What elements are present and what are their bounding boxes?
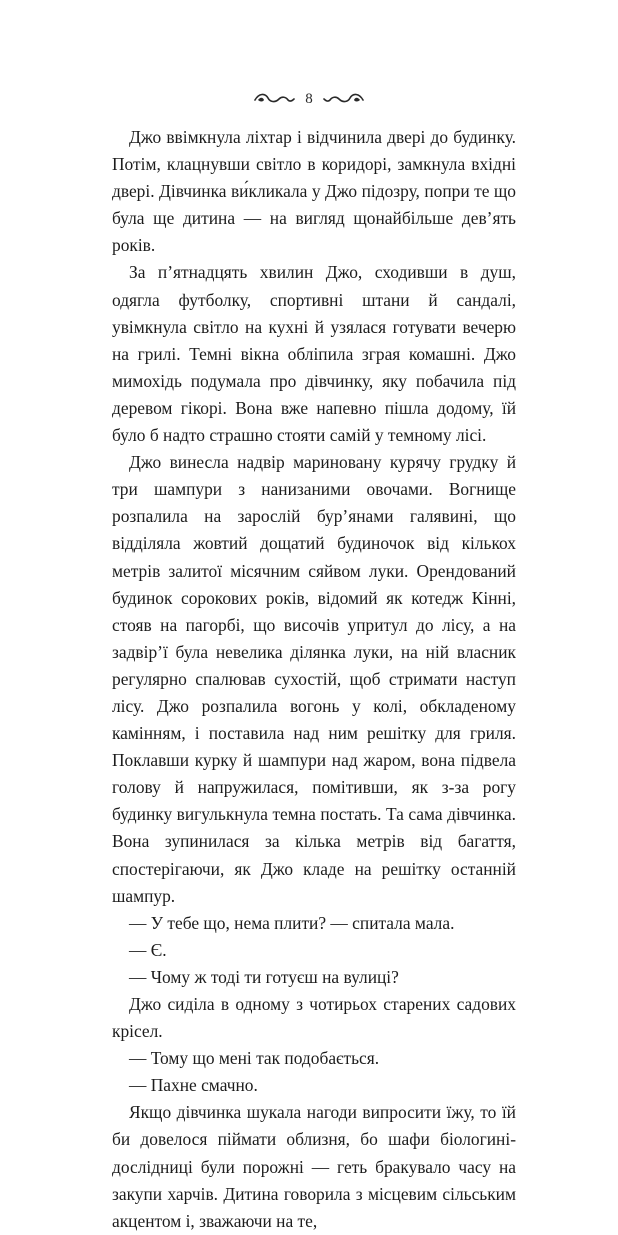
dialogue-line: — У тебе що, нема плити? — спитала мала. bbox=[129, 912, 455, 933]
paragraph: Якщо дівчинка шукала нагоди випросити їжу, то їй би довелося піймати облизня, бо шафи біологині-дослідниці були порожні — геть бракувало часу на закупи харчів. Дитина говорила з місцевим сільським акцентом і, зважаючи на те, bbox=[112, 1102, 516, 1231]
dialogue-line: — Тому що мені так подобається. bbox=[129, 1048, 380, 1069]
page-body bbox=[112, 124, 516, 1235]
flourish-left-icon bbox=[253, 91, 295, 107]
paragraph: За п’ятнадцять хвилин Джо, сходивши в душ, одягла футболку, спортивні штани й сандалі, увімкнула світло на кухні й узялася готувати вечерю на грилі. Темні вікна обліпила зграя комашні. Джо мимохідь подумала про дівчинку, яку побачила під деревом гікорі. Вона вже напевно пішла додому, їй було б надто страшно стояти самій у темному лісі. bbox=[112, 262, 516, 446]
dialogue-line: — Є. bbox=[129, 939, 167, 960]
dialogue-line: — Чому ж тоді ти готуєш на вулиці? bbox=[129, 966, 399, 987]
paragraph: Джо сиділа в одному з чотирьох старених садових крісел. bbox=[112, 994, 516, 1042]
flourish-right-icon bbox=[323, 91, 365, 107]
running-header bbox=[0, 84, 618, 114]
dialogue-line: — Пахне смачно. bbox=[129, 1075, 258, 1096]
page-number: 8 bbox=[305, 90, 313, 107]
paragraph: Джо ввімкнула ліхтар і відчинила двері до будинку. Потім, клацнувши світло в коридорі, замкнула вхідні двері. Дівчинка ви́кликала у Джо підозру, попри те що була ще дитина — на вигляд щонайбільше дев’ять років. bbox=[112, 127, 516, 256]
paragraph: Джо винесла надвір мариновану курячу грудку й три шампури з нанизаними овочами. Вогнище розпалила на зарослій бур’янами галявині, що відділяла жовтий дощатий будиночок від кількох метрів залитої місячним сяйвом луки. Орендований будинок сорокових років, відомий як котедж Кінні, стояв на пагорбі, що височів упритул до лісу, а на задвір’ї була невелика ділянка луки, на ній власник регулярно спалював сухостій, щоб стримати наступ лісу. Джо розпалила вогонь у колі, обкладеному камінням, і поставила над ним решітку для гриля. Поклавши курку й шампури над жаром, вона підвела голову й напружилася, помітивши, як з-за рогу будинку вигулькнула темна постать. Та сама дівчинка. Вона зупинилася за кілька метрів від багаття, спостерігаючи, як Джо кладе на решітку останній шампур. bbox=[112, 452, 516, 906]
